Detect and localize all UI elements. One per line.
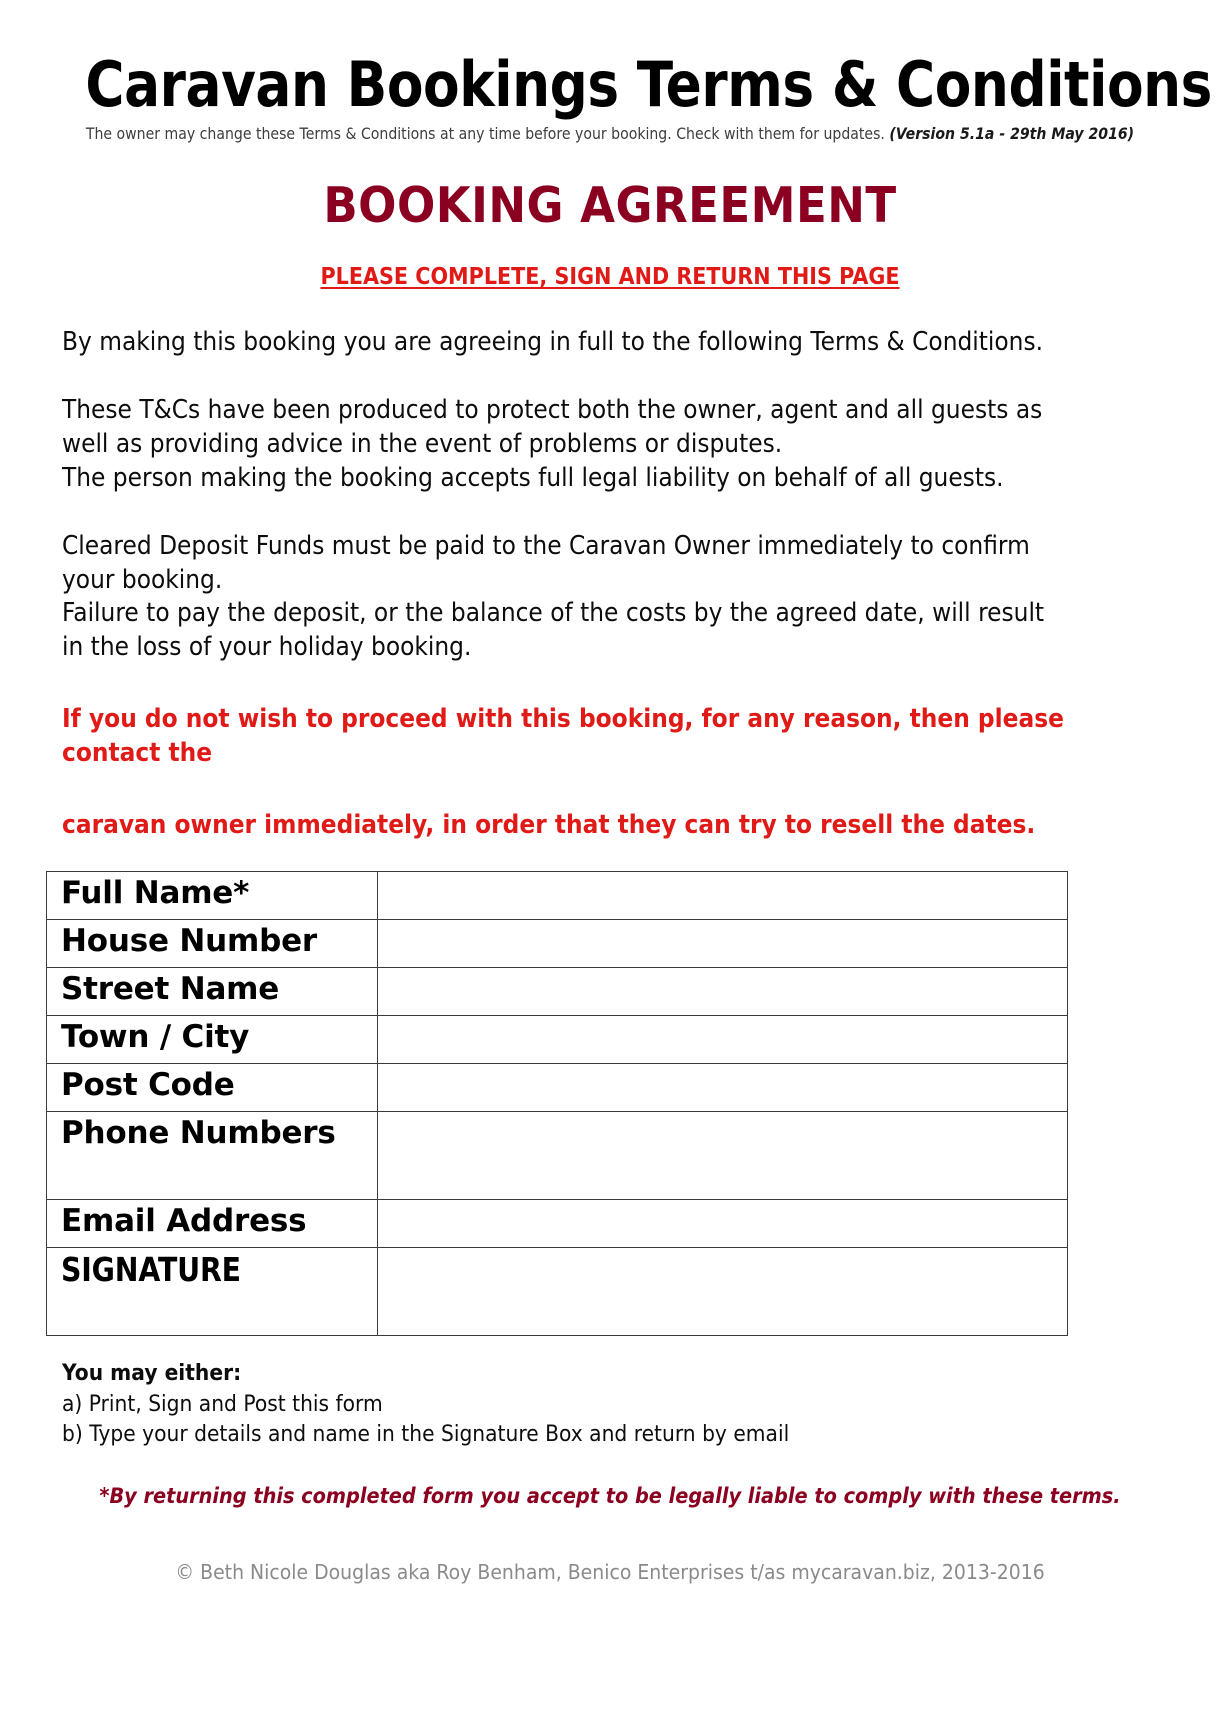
agreement-title: BOOKING AGREEMENT bbox=[323, 177, 897, 234]
table-row bbox=[47, 871, 1068, 919]
label-text: Town / City bbox=[61, 1018, 250, 1055]
field-label-house-number bbox=[47, 919, 378, 967]
post-code-input[interactable] bbox=[378, 1063, 1068, 1111]
paragraph-protection-line1: These T&Cs have been produced to protect both the owner, agent and all guests as bbox=[62, 394, 1043, 425]
call-to-action-text: PLEASE COMPLETE, SIGN AND RETURN THIS PAGE bbox=[320, 264, 900, 290]
label-text: SIGNATURE bbox=[61, 1249, 241, 1289]
table-row bbox=[47, 1199, 1068, 1247]
label-text: Street Name bbox=[61, 970, 280, 1007]
paragraph-agreement: By making this booking you are agreeing in full to the following Terms & Conditions. bbox=[62, 327, 1044, 357]
town-city-input[interactable] bbox=[378, 1015, 1068, 1063]
field-label-full-name bbox=[47, 871, 378, 919]
version-label: (Version 5.1a - 29th May 2016) bbox=[889, 124, 1135, 143]
phone-numbers-input[interactable] bbox=[378, 1111, 1068, 1199]
paragraph-deposit-line2: your booking. bbox=[62, 564, 223, 595]
field-label-signature bbox=[47, 1247, 378, 1335]
table-row bbox=[47, 1111, 1068, 1199]
instructions-heading: You may either: bbox=[62, 1359, 242, 1386]
document-subtitle bbox=[73, 116, 1147, 143]
table-row bbox=[47, 919, 1068, 967]
table-row bbox=[47, 967, 1068, 1015]
field-label-post-code bbox=[47, 1063, 378, 1111]
label-text: Full Name* bbox=[61, 874, 250, 911]
warning-text-line1: If you do not wish to proceed with this booking, for any reason, then please contact the bbox=[62, 704, 1064, 769]
form-table-body bbox=[47, 871, 1068, 1335]
warning-text-line2: caravan owner immediately, in order that they can try to resell the dates. bbox=[62, 810, 1036, 841]
instructions-option-a: a) Print, Sign and Post this form bbox=[62, 1390, 383, 1417]
field-label-town-city bbox=[47, 1015, 378, 1063]
field-label-email-address bbox=[47, 1199, 378, 1247]
paragraph-failure-line1: Failure to pay the deposit, or the balance of the costs by the agreed date, will result bbox=[62, 598, 1045, 629]
subtitle-main-text: The owner may change these Terms & Conditions at any time before your booking. Check with them for updates. bbox=[85, 124, 885, 143]
table-row bbox=[47, 1063, 1068, 1111]
booking-details-form bbox=[46, 871, 1068, 1336]
field-label-street-name bbox=[47, 967, 378, 1015]
paragraph-protection-line2: well as providing advice in the event of problems or disputes. bbox=[62, 428, 783, 459]
copyright-text: © Beth Nicole Douglas aka Roy Benham, Benico Enterprises t/as mycaravan.biz, 2013-2016 bbox=[175, 1559, 1045, 1584]
email-address-input[interactable] bbox=[378, 1199, 1068, 1247]
label-text: Phone Numbers bbox=[61, 1114, 336, 1151]
street-name-input[interactable] bbox=[378, 967, 1068, 1015]
label-text: Email Address bbox=[61, 1202, 307, 1239]
label-text: Post Code bbox=[61, 1066, 235, 1103]
page-title: Caravan Bookings Terms & Conditions bbox=[85, 48, 1213, 121]
instructions-block bbox=[0, 1336, 1220, 1450]
signature-input[interactable] bbox=[378, 1247, 1068, 1335]
label-text: House Number bbox=[61, 922, 317, 959]
table-row bbox=[47, 1247, 1068, 1335]
paragraph-failure-line2: in the loss of your holiday booking. bbox=[62, 632, 472, 663]
instructions-option-b: b) Type your details and name in the Signature Box and return by email bbox=[62, 1421, 790, 1448]
paragraph-liability: The person making the booking accepts full legal liability on behalf of all guests. bbox=[62, 462, 1004, 493]
body-text-block bbox=[0, 326, 1220, 843]
house-number-input[interactable] bbox=[378, 919, 1068, 967]
paragraph-deposit-line1: Cleared Deposit Funds must be paid to the Caravan Owner immediately to confirm bbox=[62, 530, 1030, 561]
full-name-input[interactable] bbox=[378, 871, 1068, 919]
legal-liability-note: *By returning this completed form you accept to be legally liable to comply with these terms. bbox=[99, 1483, 1121, 1508]
table-row bbox=[47, 1015, 1068, 1063]
field-label-phone-numbers bbox=[47, 1111, 378, 1199]
